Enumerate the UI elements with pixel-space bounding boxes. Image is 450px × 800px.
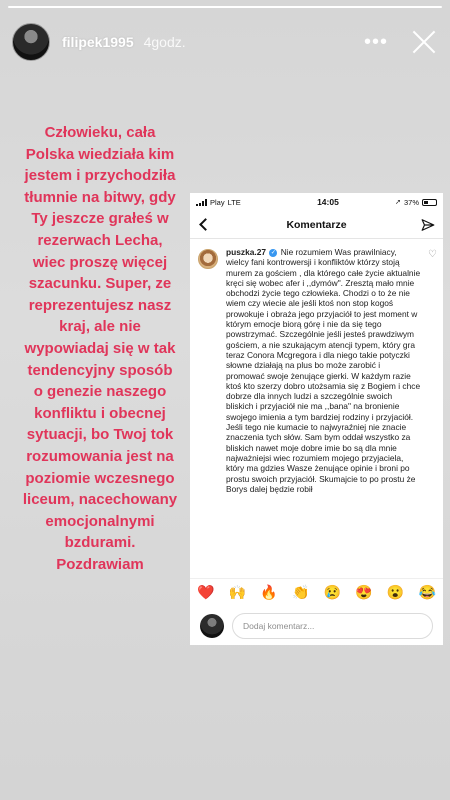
emoji-laughing[interactable]: 😂: [418, 584, 436, 600]
story-progress-bar: [8, 6, 442, 8]
network-type: LTE: [227, 197, 241, 207]
emoji-heart[interactable]: ❤️: [197, 584, 215, 600]
time-ago: 4godz.: [143, 34, 186, 50]
heart-like-icon[interactable]: ♡: [428, 249, 437, 260]
commenter-avatar[interactable]: [198, 249, 218, 269]
story-header: [12, 20, 438, 64]
add-comment-input[interactable]: [232, 613, 433, 639]
more-options-icon[interactable]: •••: [363, 31, 388, 53]
status-bar: [190, 193, 443, 211]
emoji-reaction-bar: [190, 578, 443, 606]
current-user-avatar: [200, 614, 224, 638]
battery-percent: 37%: [403, 197, 419, 207]
status-time: 14:05: [317, 197, 339, 207]
location-icon: ➚: [395, 199, 401, 206]
emoji-crying[interactable]: 😢: [323, 584, 342, 600]
comments-header: [190, 211, 443, 239]
story-progress-fill: [8, 6, 442, 8]
emoji-surprised[interactable]: 😮: [386, 584, 405, 600]
commenter-username[interactable]: puszka.27: [226, 247, 267, 257]
battery-icon: [422, 199, 437, 206]
emoji-fire[interactable]: 🔥: [260, 584, 278, 600]
emoji-raised-hands[interactable]: 🙌: [228, 584, 247, 600]
comment-item: [190, 239, 443, 579]
carrier-name: Play: [210, 197, 225, 207]
comments-screenshot: [190, 193, 443, 645]
story-caption-text: Człowieku, cała Polska wiedziała kim jestem i przychodziła tłumnie na bitwy, gdy Ty jeszcze grałeś w rezerwach Lecha, wiec proszę więcej szacunku. Super, ze reprezentujesz nasz kraj, ale nie wypowiadaj się w tak tendencyjny sposób o genezie naszego konfliktu i obecnej sytuacji, bo Twoj tok rozumowania jest na poziomie wczesnego liceum, nacechowany emocjonalnymi bzdurami. Pozdrawiam: [22, 124, 178, 573]
verified-badge-icon: ✓: [270, 249, 276, 256]
emoji-heart-eyes[interactable]: 😍: [355, 584, 373, 600]
username[interactable]: filipek1995: [62, 34, 134, 50]
close-icon[interactable]: [410, 28, 438, 56]
comment-text: Nie rozumiem Was prawilniacy, wielcy fani kontrowersji i konfliktów którzy stoją murem za gościem , dla którego całe życie aktualnie kręci się wobec afer i ,,dymów". Zresztą mało mnie obchodzi życie tego człowieka. Chodzi o to że nie wiem czy wiecie ale jeśli ktoś non stop kogoś prowokuje i obraża jego przyjaciół to jest moment w którym emocje biorą górę i nie da się tego powstrzymać. Szczególnie jeśli jesteś prawdziwym gościem, a nie szukającym atencji typem, który gra teraz Conora Mcgregora i dla niego takie potyczki słowne działają na plus bo może zarobić i promować swoje żenujące gierki. W każdym razie ktoś kto szerzy dobro utożsamia się z Bogiem i chce dobrze dla innych ludzi a szczególnie swoich bliskich i przyjaciół nie ma ,,bana" na bronienie swojego imienia a tym bardziej rodziny i przyjaciół. Jeśli tego nie kumacie to najwyraźniej nie znacie znaczenia tych słów. Sam bym oddał wszystko za bliskich nawet moje dobre imie bo są dla mnie najważniejsi wiec rozumiem mojego przyjaciela, który ma gdzies Wasze żenujące opinie i broni po prostu swoich przyjaciół. Skumajcie to po prostu że Borys dalej będzie robił: [226, 247, 421, 494]
comment-input-row: [190, 606, 443, 645]
avatar[interactable]: [12, 23, 50, 61]
comments-title: Komentarze: [286, 218, 347, 231]
signal-icon: [196, 199, 207, 206]
emoji-clap[interactable]: 👏: [291, 584, 310, 600]
comment-body: [226, 247, 421, 494]
